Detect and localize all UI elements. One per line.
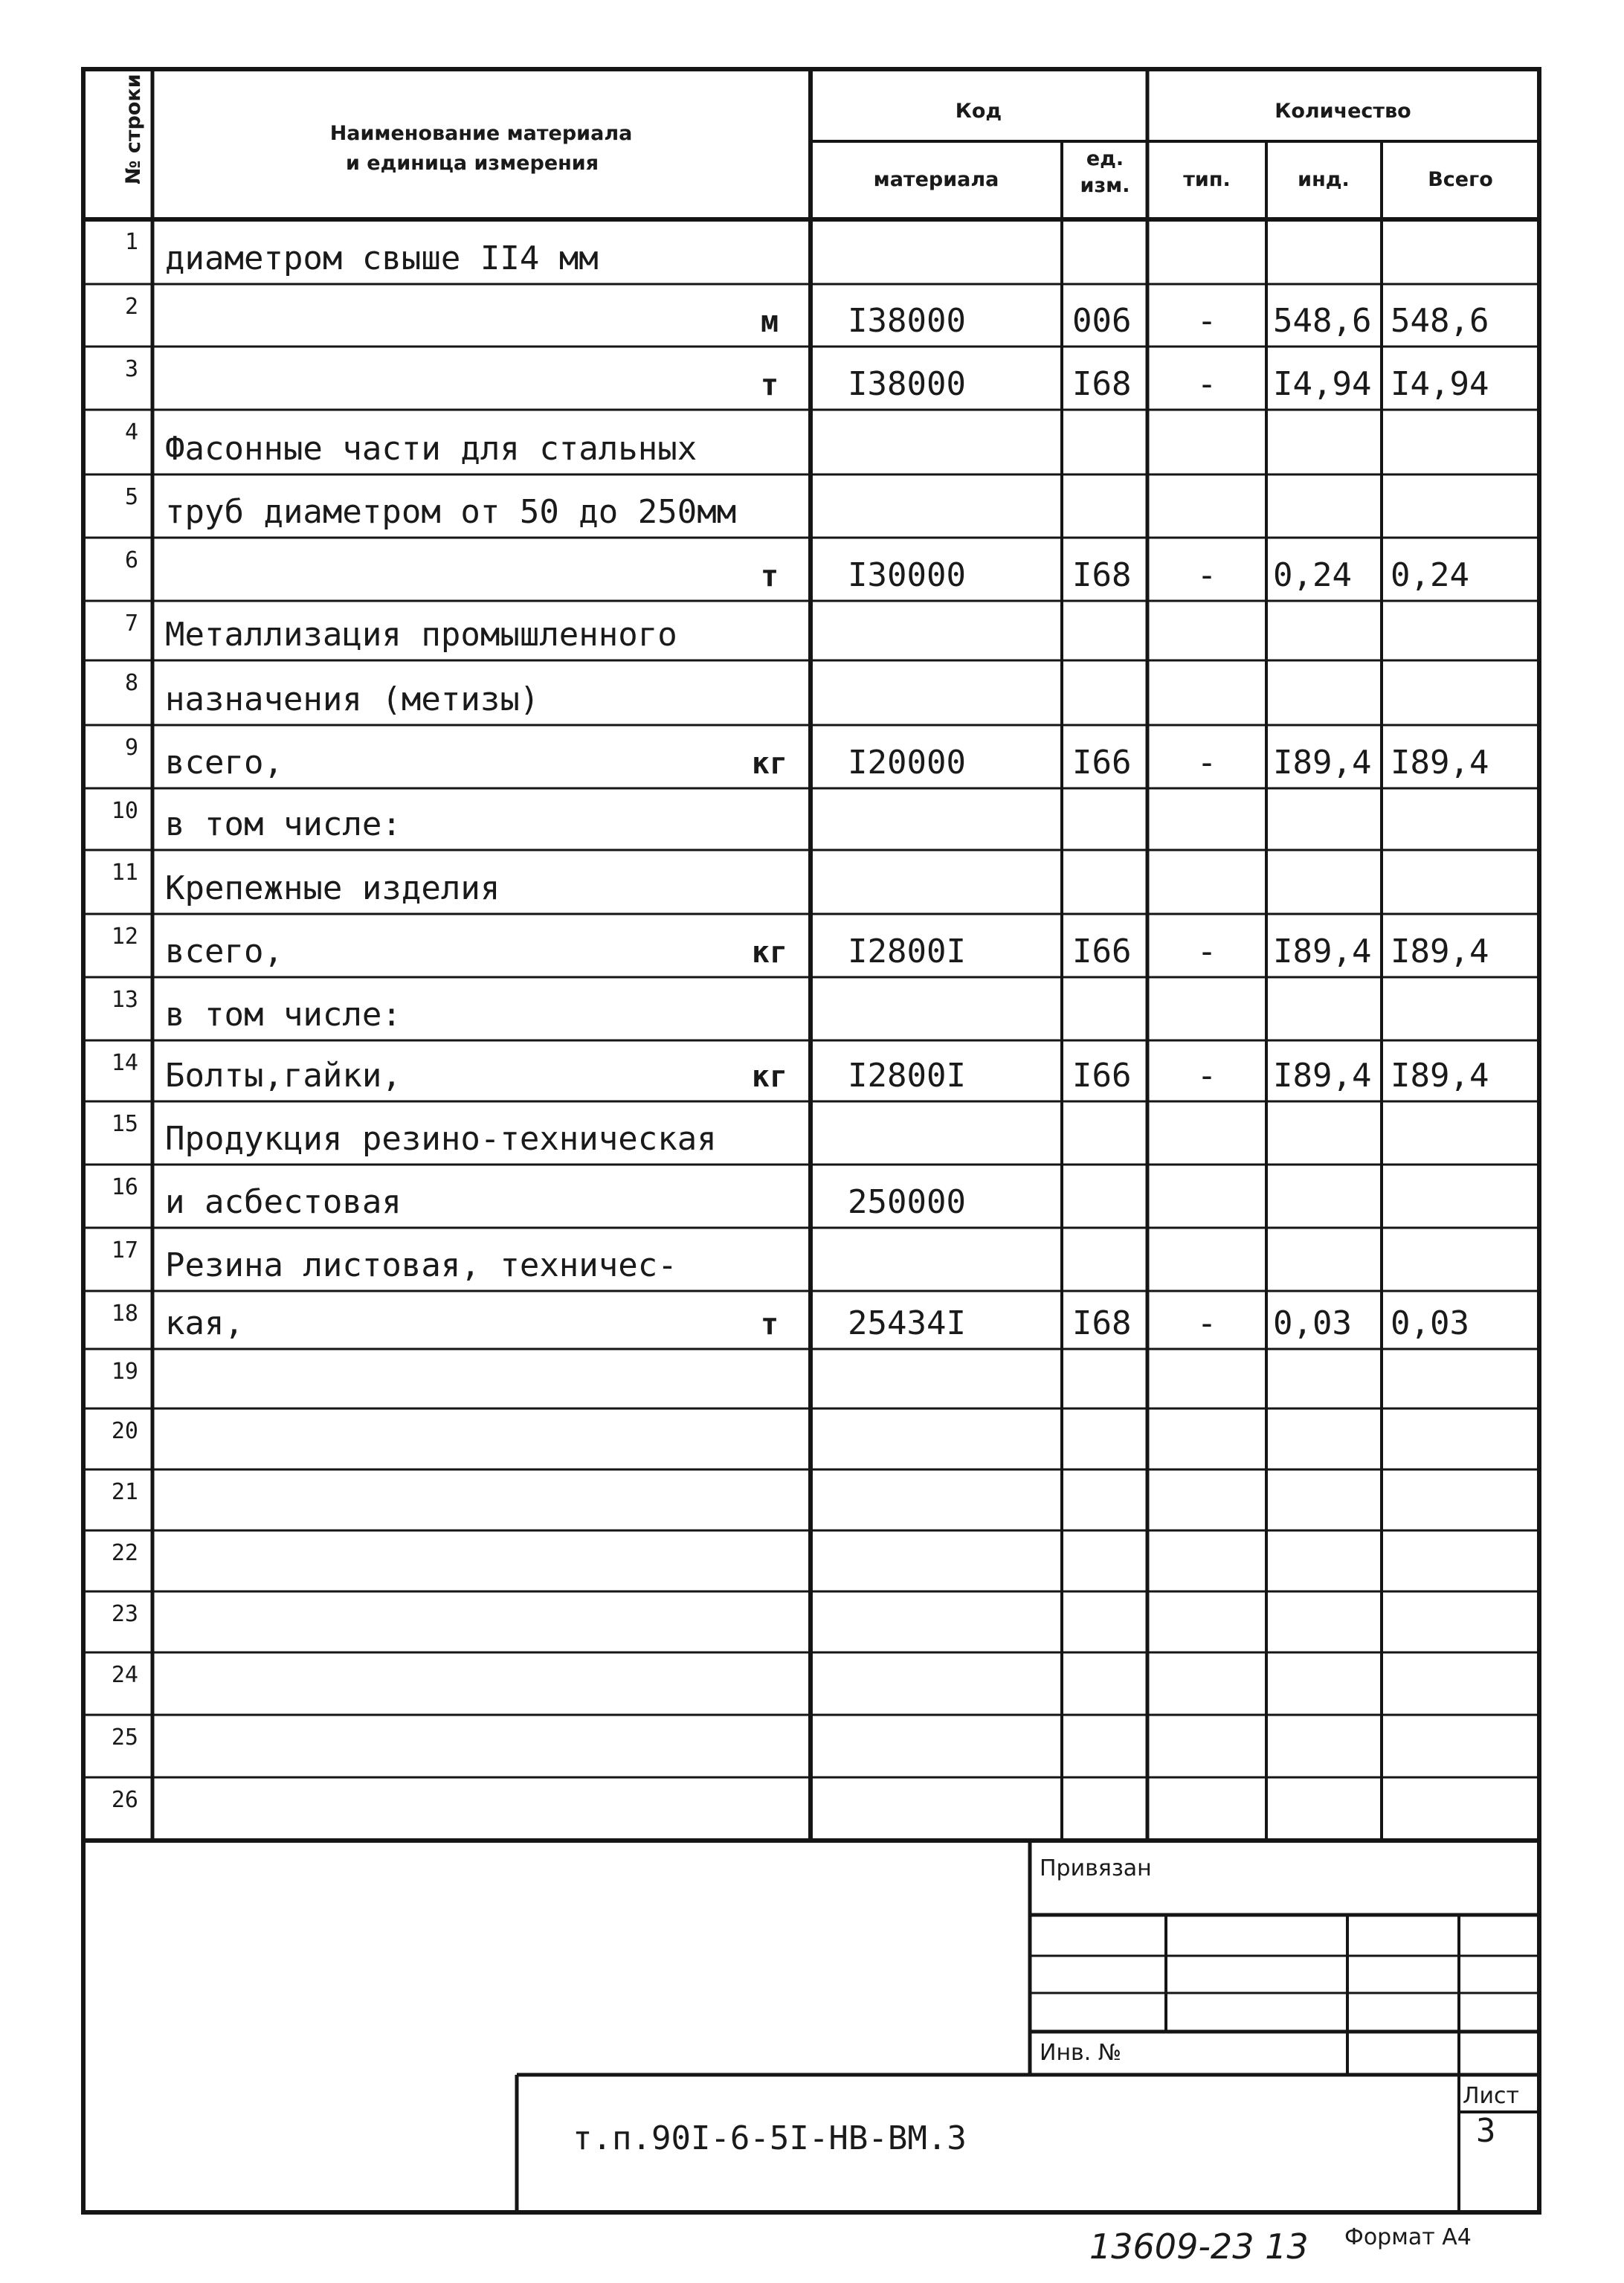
cell-typ: - <box>1196 744 1217 782</box>
cell-name: всего, <box>165 744 283 782</box>
cell-unit: м <box>760 305 779 339</box>
cell-ind: I89,4 <box>1273 744 1372 782</box>
header-code-group: Код <box>955 100 1002 123</box>
cell-typ: - <box>1196 302 1217 340</box>
cell-name: труб диаметром от 50 до 250мм <box>165 493 737 531</box>
cell-n: 2 <box>124 294 138 320</box>
header-total: Всего <box>1428 168 1493 191</box>
cell-n: 19 <box>111 1359 138 1385</box>
stamp-inventory-number-label: Инв. № <box>1040 2040 1122 2066</box>
cell-ind: I4,94 <box>1273 365 1372 403</box>
cell-typ: - <box>1196 933 1217 970</box>
cell-n: 1 <box>124 229 138 255</box>
cell-name: диаметром свыше II4 мм <box>165 239 599 277</box>
cell-n: 6 <box>124 547 138 573</box>
cell-unit: кг <box>751 936 788 970</box>
cell-total: 0,24 <box>1391 556 1469 594</box>
cell-code: I20000 <box>848 744 966 782</box>
cell-n: 16 <box>111 1174 138 1200</box>
stamp-sheet-number: 3 <box>1476 2112 1496 2150</box>
cell-n: 8 <box>124 670 138 696</box>
stamp-sheet-label: Лист <box>1463 2083 1520 2109</box>
cell-name: кая, <box>165 1304 244 1342</box>
cell-uc: I68 <box>1072 556 1132 594</box>
cell-name: в том числе: <box>165 996 402 1034</box>
cell-n: 10 <box>111 798 138 824</box>
footer-handwritten-number: 13609-23 13 <box>1089 2226 1309 2267</box>
cell-unit: т <box>760 368 779 402</box>
cell-unit: т <box>760 1307 779 1342</box>
cell-typ: - <box>1196 365 1217 403</box>
cell-code: I30000 <box>848 556 966 594</box>
cell-code: 25434I <box>848 1304 966 1342</box>
cell-uc: I68 <box>1072 365 1132 403</box>
cell-code: I2800I <box>848 933 966 970</box>
cell-name: Продукция резино-техническая <box>165 1120 717 1158</box>
cell-code: I38000 <box>848 302 966 340</box>
cell-n: 25 <box>111 1725 138 1751</box>
cell-n: 15 <box>111 1111 138 1137</box>
cell-name: Болты,гайки, <box>165 1057 402 1095</box>
cell-ind: I89,4 <box>1273 1057 1372 1095</box>
cell-total: I4,94 <box>1391 365 1489 403</box>
header-material-code: материала <box>873 168 999 191</box>
cell-unit: т <box>760 559 779 593</box>
header-unit-line1: ед. <box>1086 147 1124 170</box>
cell-uc: I68 <box>1072 1304 1132 1342</box>
header-unit-line2: изм. <box>1080 174 1130 197</box>
cell-typ: - <box>1196 556 1217 594</box>
cell-name: Крепежные изделия <box>165 869 500 907</box>
cell-n: 22 <box>111 1540 138 1566</box>
cell-name: в том числе: <box>165 805 402 843</box>
header-individual: инд. <box>1298 168 1350 191</box>
cell-unit: кг <box>751 1060 788 1094</box>
cell-name: Металлизация промышленного <box>165 616 677 654</box>
cell-n: 7 <box>124 611 138 637</box>
header-name-line2: и единица измерения <box>345 152 599 175</box>
cell-name: назначения (метизы) <box>165 680 540 718</box>
cell-n: 13 <box>111 987 138 1013</box>
cell-total: 548,6 <box>1391 302 1489 340</box>
cell-n: 3 <box>124 356 138 382</box>
cell-code: I2800I <box>848 1057 966 1095</box>
stamp-document-code: т.п.90I-6-5I-НВ-ВМ.3 <box>573 2119 967 2157</box>
title-block <box>83 1841 1539 2212</box>
stamp-privyazan-label: Привязан <box>1040 1855 1152 1881</box>
header-quantity-group: Количество <box>1275 100 1411 123</box>
cell-total: I89,4 <box>1391 744 1489 782</box>
cell-name: всего, <box>165 933 283 970</box>
header-typical: тип. <box>1183 168 1231 191</box>
cell-total: 0,03 <box>1391 1304 1469 1342</box>
cell-uc: 006 <box>1072 302 1132 340</box>
cell-n: 21 <box>111 1479 138 1505</box>
cell-code: I38000 <box>848 365 966 403</box>
cell-n: 14 <box>111 1050 138 1076</box>
header-name-line1: Наименование материала <box>329 122 633 145</box>
cell-n: 5 <box>124 484 138 510</box>
cell-name: Резина листовая, техничес- <box>165 1246 677 1284</box>
cell-total: I89,4 <box>1391 1057 1489 1095</box>
cell-n: 18 <box>111 1301 138 1327</box>
cell-total: I89,4 <box>1391 933 1489 970</box>
cell-typ: - <box>1196 1304 1217 1342</box>
cell-ind: 548,6 <box>1273 302 1372 340</box>
cell-ind: 0,24 <box>1273 556 1352 594</box>
cell-typ: - <box>1196 1057 1217 1095</box>
cell-code: 250000 <box>848 1183 966 1221</box>
cell-n: 4 <box>124 419 138 445</box>
cell-n: 20 <box>111 1418 138 1444</box>
footer-format-label: Формат А4 <box>1344 2224 1472 2250</box>
cell-n: 12 <box>111 924 138 950</box>
cell-name: и асбестовая <box>165 1183 402 1221</box>
cell-n: 11 <box>111 860 138 886</box>
header-row-number: № строки <box>122 74 145 184</box>
cell-n: 9 <box>124 735 138 761</box>
cell-n: 23 <box>111 1601 138 1627</box>
cell-ind: 0,03 <box>1273 1304 1352 1342</box>
cell-uc: I66 <box>1072 744 1132 782</box>
cell-uc: I66 <box>1072 1057 1132 1095</box>
cell-unit: кг <box>751 747 788 781</box>
cell-n: 24 <box>111 1662 138 1688</box>
cell-uc: I66 <box>1072 933 1132 970</box>
cell-ind: I89,4 <box>1273 933 1372 970</box>
cell-name: Фасонные части для стальных <box>165 430 697 468</box>
cell-n: 17 <box>111 1237 138 1263</box>
cell-n: 26 <box>111 1787 138 1813</box>
